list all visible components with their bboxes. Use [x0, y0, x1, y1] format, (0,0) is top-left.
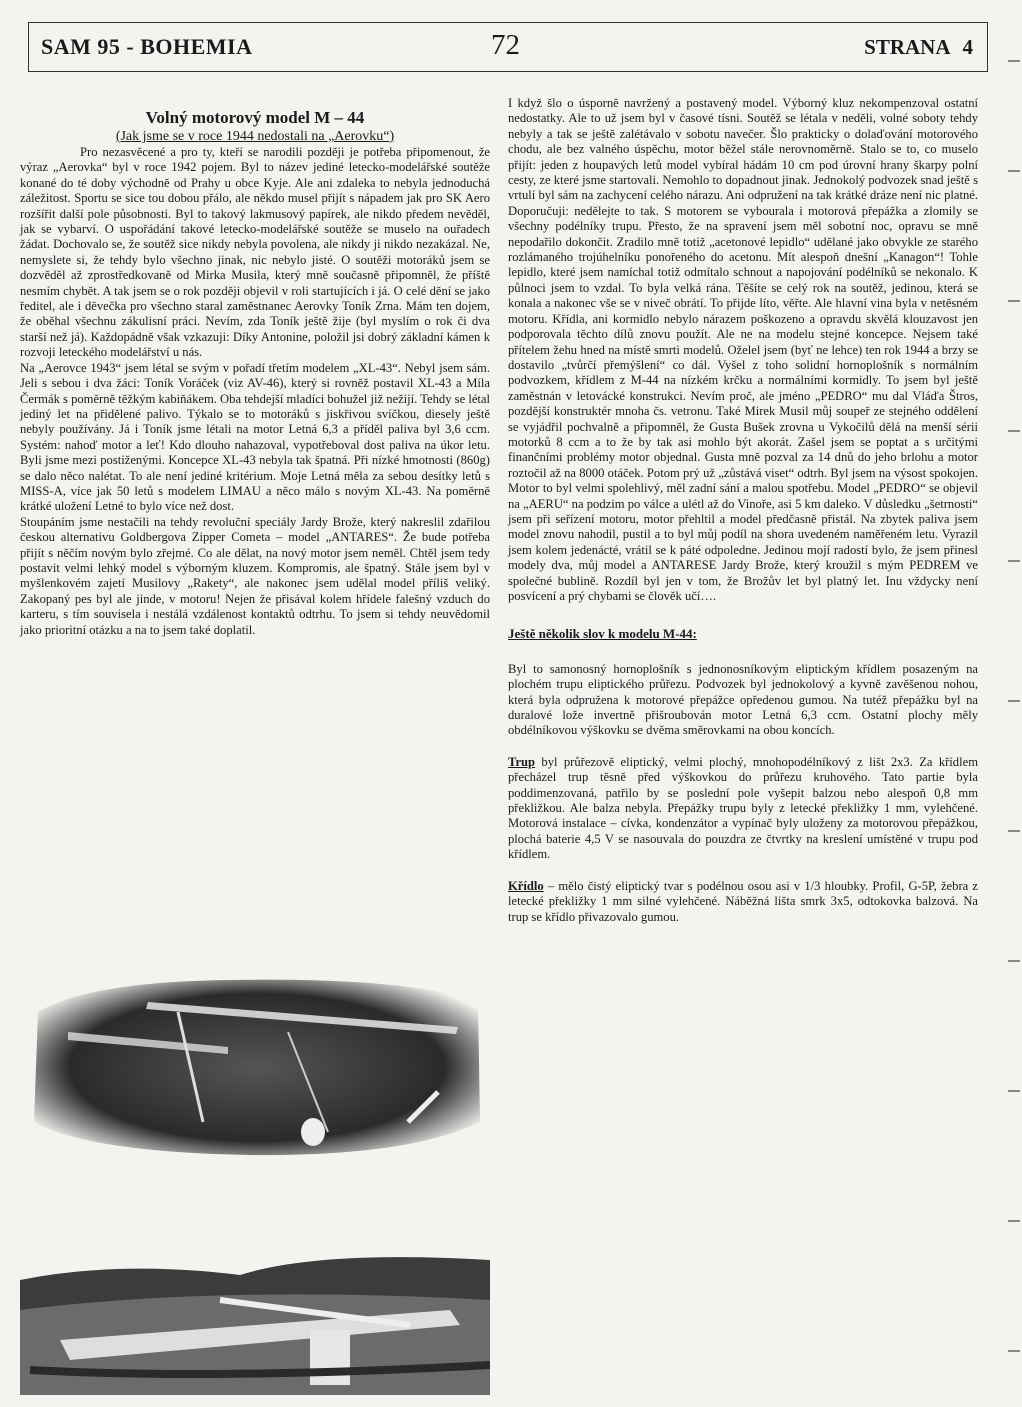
paragraph-kridlo: [508, 879, 978, 925]
paragraph: Byl to samonosný hornoplošník s jednonosníkovým eliptickým křídlem posazeným na plochém trupu eliptického průřezu. Podvozek byl jednokolový a kyvně zavěšenou nohou, která byla odpružena k motorové přepážce opředenou gumou. Na tutéž přepážku byl na duralové lože invertně přišroubován motor Letná 6,3 ccm. Ostatní plochy měly obdélníkovou výškovku se dvěma směrovkami na obou koncích.: [508, 661, 978, 738]
page-label: [864, 35, 973, 60]
model-photo-2: [20, 1190, 490, 1395]
margin-tick: [1008, 1220, 1020, 1222]
margin-ticks: [1004, 0, 1022, 1407]
publication-title: SAM 95 - BOHEMIA: [41, 34, 253, 59]
page-number: 4: [962, 35, 973, 59]
right-column: [508, 96, 978, 925]
margin-tick: [1008, 300, 1020, 302]
term-kridlo: Křídlo: [508, 878, 544, 893]
paragraph: Pro nezasvěcené a pro ty, kteří se narodili později je potřeba připomenout, že výraz „Aerovka“ byl v roce 1942 pojem. Byl to název jediné letecko-modelářské soutěže konané do té doby východně od Prahy u obce Kyje. Ale ani zdaleka to nebyla jednoduchá záležitost. Sportu se sice tou dobou přálo, ale někdo musel přijít s nápadem jak pro SK Aero rozšířit další pole působnosti. Byl to takový lakmusový papírek, ale nikdo předem nevěděl, jak se vybarví. O uspořádání takové letecko-modelářské soutěže se muselo na ouřadech žádat. Dochovalo se, že soutěž sice nikdy nebyla povolena, ale nikdy ji nikdo nezakázal. Ne, nemyslete si, že tehdy bylo všechno jinak, nic nebylo jisté. O soutěži motoráků jsem se dozvěděl až zprostředkovaně od Mirka Musila, který mně současně připomněl, že příště nesmím chybět. A tak jsem se o rok později objevil v roli startujících i já. O celé dění se jako ředitel, ale i děvečka pro všechno staral zaměstnanec Aerovky Toník Zrna. Mám ten dojem, že oběhal všechnu zákulisní práci. Nevím, zda Toník ještě žije (byl myslím o rok či dva starší než já). Každopádně však vzkazuji: Díky Antonine, položil jsi dobrý základní kámen k rozvoji leteckého modelářství u nás.: [20, 145, 490, 360]
paragraph-trup: [508, 755, 978, 863]
issue-number: 72: [491, 29, 520, 61]
margin-tick: [1008, 1350, 1020, 1352]
left-column: [20, 108, 490, 638]
term-trup: Trup: [508, 754, 536, 769]
page-label-text: STRANA: [864, 35, 951, 59]
article-title: Volný motorový model M – 44: [145, 108, 365, 127]
margin-tick: [1008, 430, 1020, 432]
margin-tick: [1008, 700, 1020, 702]
margin-tick: [1008, 170, 1020, 172]
section-heading: Ještě několik slov k modelu M-44:: [508, 626, 697, 642]
kridlo-text: – mělo čistý eliptický tvar s podélnou osou asi v 1/3 hloubky. Profil, G-5P, žebra z letecké překližky 1 mm silné vylehčené. Náběžná lišta smrk 3x5, odtokovka balzová. Na trup se křídlo přivazovalo gumou.: [508, 878, 978, 924]
margin-tick: [1008, 560, 1020, 562]
trup-text: byl průřezově eliptický, velmi plochý, mnohopodélníkový z lišt 2x3. Za křídlem přecházel trup těsně před výškovkou do průřezu kruhového. Tato partie byla poddimenzovaná, patřilo by se poslední pole vyšepit balzou nebo alespoň 0,8 mm překližkou. Ale balza nebyla. Přepážky trupu byly z letecké překližky 1 mm, vylehčené. Motorová instalace – cívka, kondenzátor a vypínač byly uloženy za motorovou přepážkou, plochá baterie 4,5 V se nasouvala do pouzdra ze čtvrtky na kreslení umístěné v trupu pod křídlem.: [508, 754, 978, 862]
page-header: [28, 22, 988, 72]
margin-tick: [1008, 830, 1020, 832]
margin-tick: [1008, 60, 1020, 62]
article-subtitle: (Jak jsme se v roce 1944 nedostali na „Aerovku“): [115, 129, 395, 144]
paragraph: Stoupáním jsme nestačili na tehdy revoluční speciály Jardy Brože, který nakreslil zdařilou českou alternativu Goldbergova Zipper Cometa – model „ANTARES“. Že bude potřeba přijít s něčím novým bylo zřejmé. Co ale dělat, na nový motor jsem neměl. Chtěl jsem tedy postavit velmi lehký model s výborným kluzem. Kompromis, ale špatný. Stále jsem byl v myšlenkovém zajetí Musilovy „Rakety“, ale nakonec jsem udělal model příliš veliký. Zakopaný pes byl ale jinde, v motoru! Nejen že přisával kolem hřídele falešný vzduch do karteru, s tím souvisela i nestálá vzdálenost kontaktů odtrhu. To jsem si tehdy neuvědomil jako prioritní otázku a na to jsem také doplatil.: [20, 514, 490, 637]
margin-tick: [1008, 1090, 1020, 1092]
paragraph: Na „Aerovce 1943“ jsem létal se svým v pořadí třetím modelem „XL-43“. Nebyl jsem sám. Jeli s sebou i dva žáci: Toník Voráček (viz AV-46), který si rovněž postavil XL-43 a Míla Čermák s poměrně těžkým kabiňákem. Oba tehdejší mladíci bohužel již nežijí. Tehdy se létal jediný let na přidělené palivo. Týkalo se to motoráků s jiskřivou svíčkou, diesely ještě nebyly používány. Já i Toník jsme létali na motor Letná 6,3 a příděl paliva byl 3,6 ccm. Systém: nahoď motor a leť! Kdo dlouho nahazoval, vypotřeboval dost paliva na úkor letu. Byli jsme mezi postiženými. Koncepce XL-43 nebyla tak špatná. Při nízké hmotnosti (860g) se dalo něco nalétat. To ale není jediné kritérium. Moje Letná měla za sebou desítky letů s MISS-A, více jak 50 letů s modelem LIMAU a něco málo s novým XL-43. Na poměrně krátké uložení Letné to bylo více než dost.: [20, 360, 490, 514]
paragraph: I když šlo o úsporně navržený a postavený model. Výborný kluz nekompenzoval ostatní nedostatky. Ale to už jsem byl v časové tísni. Soutěž se létala v neděli, volné soboty tehdy nebyly a tak se ještě zalétávalo v sobotu navečer. Šlo prakticky o dolaďování motorového chodu, ale bez valného úspěchu, motor běžel stále nerovnoměrně. Stalo se to, co muselo přijít: jeden z houpavých letů model vybíral hádám 10 cm pod úrovní hrany škarpy polní cesty, ze které jsme startovali. Nemohlo to dopadnout jinak. Jednokolý podvozek snad ještě s vrtulí byl sám na zachycení celého nárazu. Ani odpružení na tak krátké dráze není nic platné. Doporučuji: nedělejte to tak. S motorem se vybourala i motorová přepážka a zlomily se všechny podélníky trupu. Přesto, že na spravení jsem měl sobotní noc, opravu se mně nepodařilo dokončit. Zradilo mně totiž „acetonové lepidlo“ udělané jako obvykle ze starého rozlámaného trojúhelníku ponořeného do acetonu. Mít alespoň dnešní „Kanagon“! Tohle lepidlo, které jsem namíchal totiž odmítalo schnout a napojování podélníků se nekonalo. K půlnoci jsem to vzdal. To byla velká rána. Těšíte se celý rok na soutěž, jedinou, která se konala a nakonec vše se v niveč obrátí. To přijde líto, věřte. Ale hlavní vina byla v netěsném motoru. Křídla, ani kormidlo nebylo nárazem poškozeno a opravdu skvělá klouzavost jen podporovala těchto dílů znovu použít. Ale ne na modelu stejné koncepce. Nejsem také přítelem žehu hned na místě smrti modelů. Oželel jsem (byť ne lehce) ten rok 1944 a brzy se dostavilo „tvůrčí přemýšlení“ co dál. Vyšel z toho solidní hornoplošník s normálním podvozkem, křídlem z M-44 na nízkém krčku a normálními kormidly. To jsem byl ještě zaměstnán v letovácké konstrukci. Nevím proč, ale jméno „PEDRO“ mu dal Vláďa Štros, pozdější konstruktér mnoha čs. vetronu. Také Mirek Musil můj soupeř ze stejného oddělení se vyjádřil pochvalně a připomněl, že Gusta Bušek zrovna u Vykočilů dělá na menší sérii motorků 8 ccm a to že by tak asi mohlo být akorát. Zašel jsem se poptat a s určitými finančními problémy motor objednal. Gusta mně pozval za 14 dnů do jeho brlohu a motor roztočil až na 8000 otáček. Potom prý už „zůstává viset“ odtrh. Byl jsem na výsost spokojen. Motor to byl velmi spolehlivý, měl zadní sání a malou spotřebu. Model „PEDRO“ se objevil na „AERU“ na podzim po válce a ulétl až do Vinoře, asi 5 km daleko. V důsledku „šetrnosti“ jsem při seřízení motoru, motor přehltil a model předčasně přistál. Na zbytek paliva jsem model znovu nahodil, pustil a to byl můj podíl na shora uvedeném naměřeném letu. Vyrazil jsem kolem jedenácté, vrátil se k páté odpoledne. Jedinou mojí radostí bylo, že jsem přinesl modely dva, můj model a ANTARESE Jardy Brože, který kroužil s mým PEDREM ve společné bublině. Rozdíl byl jen v tom, že Brožův let byl platný let. Inu vždycky není posvícení a prý chybami se člověk učí….: [508, 96, 978, 603]
margin-tick: [1008, 960, 1020, 962]
model-photo-1: [28, 972, 484, 1158]
